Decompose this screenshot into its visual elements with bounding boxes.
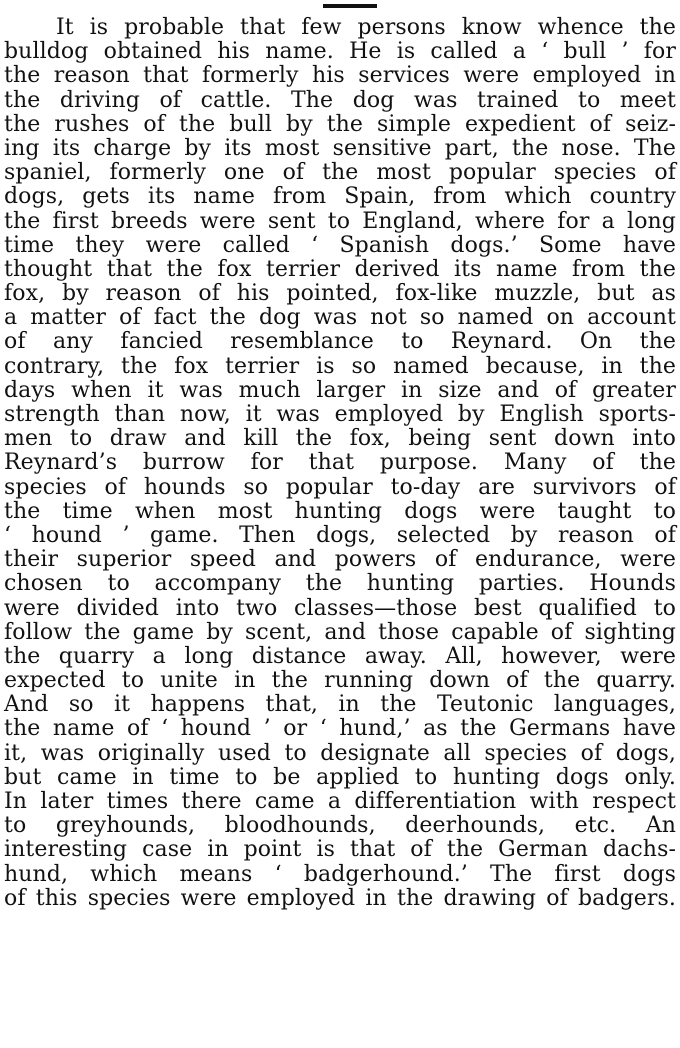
- article-line: the reason that formerly his services were employed in: [4, 63, 676, 89]
- article-line: of this species were employed in the drawing of badgers.: [4, 885, 676, 911]
- article-line: the rushes of the bull by the simple expedient of seiz-: [4, 111, 676, 137]
- article-line: species of hounds so popular to-day are survivors of: [4, 474, 676, 500]
- article-line: to greyhounds, bloodhounds, deerhounds, etc. An: [4, 813, 676, 839]
- article-line: men to draw and kill the fox, being sent down into: [4, 426, 676, 452]
- article-line: but came in time to be applied to hunting dogs only.: [4, 764, 676, 790]
- article-line: expected to unite in the running down of the quarry.: [4, 668, 676, 694]
- article-line: the name of ‘ hound ’ or ‘ hund,’ as the Germans have: [4, 716, 676, 742]
- article-line: hund, which means ‘ badgerhound.’ The first dogs: [4, 861, 676, 887]
- article-line: And so it happens that, in the Teutonic languages,: [4, 692, 676, 718]
- article-line: Reynard’s burrow for that purpose. Many of the: [4, 450, 676, 476]
- article-line: bulldog obtained his name. He is called a ‘ bull ’ for: [4, 39, 676, 65]
- article-line: days when it was much larger in size and of greater: [4, 377, 676, 403]
- article-line: contrary, the fox terrier is so named because, in the: [4, 353, 676, 379]
- article-line: spaniel, formerly one of the most popular species of: [4, 160, 676, 186]
- top-rule: [323, 4, 377, 8]
- article-line: It is probable that few persons know whence the: [56, 15, 676, 40]
- article-line: the driving of cattle. The dog was trained to meet: [4, 87, 676, 113]
- article-line: thought that the fox terrier derived its name from the: [4, 256, 676, 282]
- article-line: interesting case in point is that of the German dachs-: [4, 837, 676, 863]
- article-line: a matter of fact the dog was not so named on account: [4, 305, 676, 331]
- article-line: were divided into two classes—those best qualified to: [4, 595, 676, 621]
- article-line: strength than now, it was employed by English sports-: [4, 402, 676, 427]
- article-body: [4, 16, 676, 911]
- article-line: ‘ hound ’ game. Then dogs, selected by reason of: [4, 522, 676, 548]
- article-line: chosen to accompany the hunting parties. Hounds: [4, 571, 676, 597]
- article-line: dogs, gets its name from Spain, from which country: [4, 184, 676, 210]
- article-line: time they were called ‘ Spanish dogs.’ Some have: [4, 232, 676, 258]
- article-line: ing its charge by its most sensitive part, the nose. The: [4, 135, 676, 161]
- article-line: follow the game by scent, and those capable of sighting: [4, 619, 676, 645]
- article-line: the first breeds were sent to England, where for a long: [4, 208, 676, 234]
- article-line: their superior speed and powers of endurance, were: [4, 547, 676, 573]
- article-line: of any fancied resemblance to Reynard. On the: [4, 329, 676, 355]
- article-line: In later times there came a differentiation with respect: [4, 789, 676, 814]
- article-line: the time when most hunting dogs were taught to: [4, 498, 676, 524]
- article-line: it, was originally used to designate all species of dogs,: [4, 740, 676, 766]
- article-line: fox, by reason of his pointed, fox-like muzzle, but as: [4, 281, 676, 307]
- article-line: the quarry a long distance away. All, however, were: [4, 643, 676, 669]
